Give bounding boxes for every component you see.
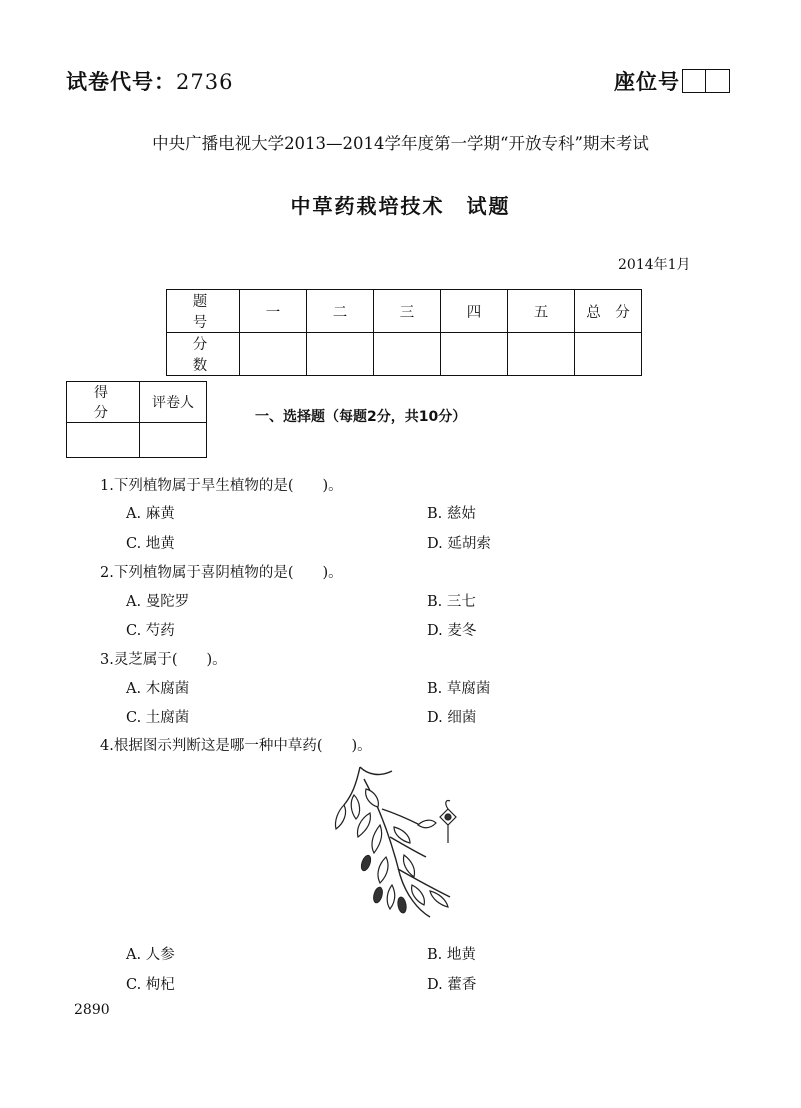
score-table-value-row (167, 333, 642, 376)
question-2-option-a[interactable]: A. 曼陀罗 (126, 594, 190, 610)
paper-code-number: 2736 (176, 70, 234, 94)
seat-label: 座位号 (614, 70, 680, 94)
grader-score-cell[interactable] (67, 423, 140, 458)
question-4-option-a[interactable]: A. 人参 (126, 947, 175, 963)
question-1-option-c[interactable]: C. 地黄 (126, 536, 175, 552)
question-2-option-d[interactable]: D. 麦冬 (427, 623, 477, 639)
subject-title: 中草药栽培技术 试题 (290, 194, 511, 218)
paper-code-label: 试卷代号： (66, 70, 176, 94)
question-2-option-c[interactable]: C. 芍药 (126, 623, 175, 639)
grader-score-label: 得 分 (67, 382, 140, 423)
grader-name-label: 评卷人 (140, 382, 207, 423)
score-cell-2[interactable] (307, 333, 374, 376)
grader-name-cell[interactable] (140, 423, 207, 458)
seat-boxes (682, 69, 730, 93)
seat-box-2[interactable] (706, 69, 730, 93)
score-header-1: 一 (240, 290, 307, 333)
question-3-option-b[interactable]: B. 草腐菌 (427, 681, 491, 697)
section-heading: 一、选择题（每题2分，共10分） (255, 409, 467, 425)
score-table (166, 289, 642, 376)
question-3-option-c[interactable]: C. 土腐菌 (126, 710, 190, 726)
exam-date: 2014年1月 (618, 257, 691, 273)
score-header-5: 五 (508, 290, 575, 333)
question-2-stem: 2.下列植物属于喜阴植物的是( )。 (100, 565, 343, 581)
question-4-option-b[interactable]: B. 地黄 (427, 947, 476, 963)
score-header-2: 二 (307, 290, 374, 333)
question-3-option-a[interactable]: A. 木腐菌 (126, 681, 190, 697)
question-4-option-c[interactable]: C. 枸杞 (126, 977, 175, 993)
score-header-total: 总 分 (575, 290, 642, 333)
paper-code (66, 66, 233, 96)
exam-title: 中央广播电视大学2013—2014学年度第一学期“开放专科”期末考试 (152, 134, 649, 153)
score-header-3: 三 (374, 290, 441, 333)
score-cell-3[interactable] (374, 333, 441, 376)
question-1-option-a[interactable]: A. 麻黄 (126, 506, 175, 522)
grader-table (66, 381, 207, 458)
score-cell-5[interactable] (508, 333, 575, 376)
question-3-option-d[interactable]: D. 细菌 (427, 710, 477, 726)
question-1-stem: 1.下列植物属于旱生植物的是( )。 (100, 478, 343, 494)
page-code: 2890 (74, 1002, 110, 1018)
score-header-label: 题 号 (167, 290, 240, 333)
score-cell-4[interactable] (441, 333, 508, 376)
plant-illustration (330, 765, 470, 925)
question-1-option-b[interactable]: B. 慈姑 (427, 506, 476, 522)
question-2-option-b[interactable]: B. 三七 (427, 594, 476, 610)
seat-number (614, 66, 730, 96)
question-4-stem: 4.根据图示判断这是哪一种中草药( )。 (100, 738, 372, 754)
score-header-4: 四 (441, 290, 508, 333)
score-cell-total[interactable] (575, 333, 642, 376)
score-table-header-row (167, 290, 642, 333)
question-4-option-d[interactable]: D. 藿香 (427, 977, 477, 993)
question-1-option-d[interactable]: D. 延胡索 (427, 536, 491, 552)
score-row-label: 分 数 (167, 333, 240, 376)
question-3-stem: 3.灵芝属于( )。 (100, 652, 227, 668)
seat-box-1[interactable] (682, 69, 706, 93)
